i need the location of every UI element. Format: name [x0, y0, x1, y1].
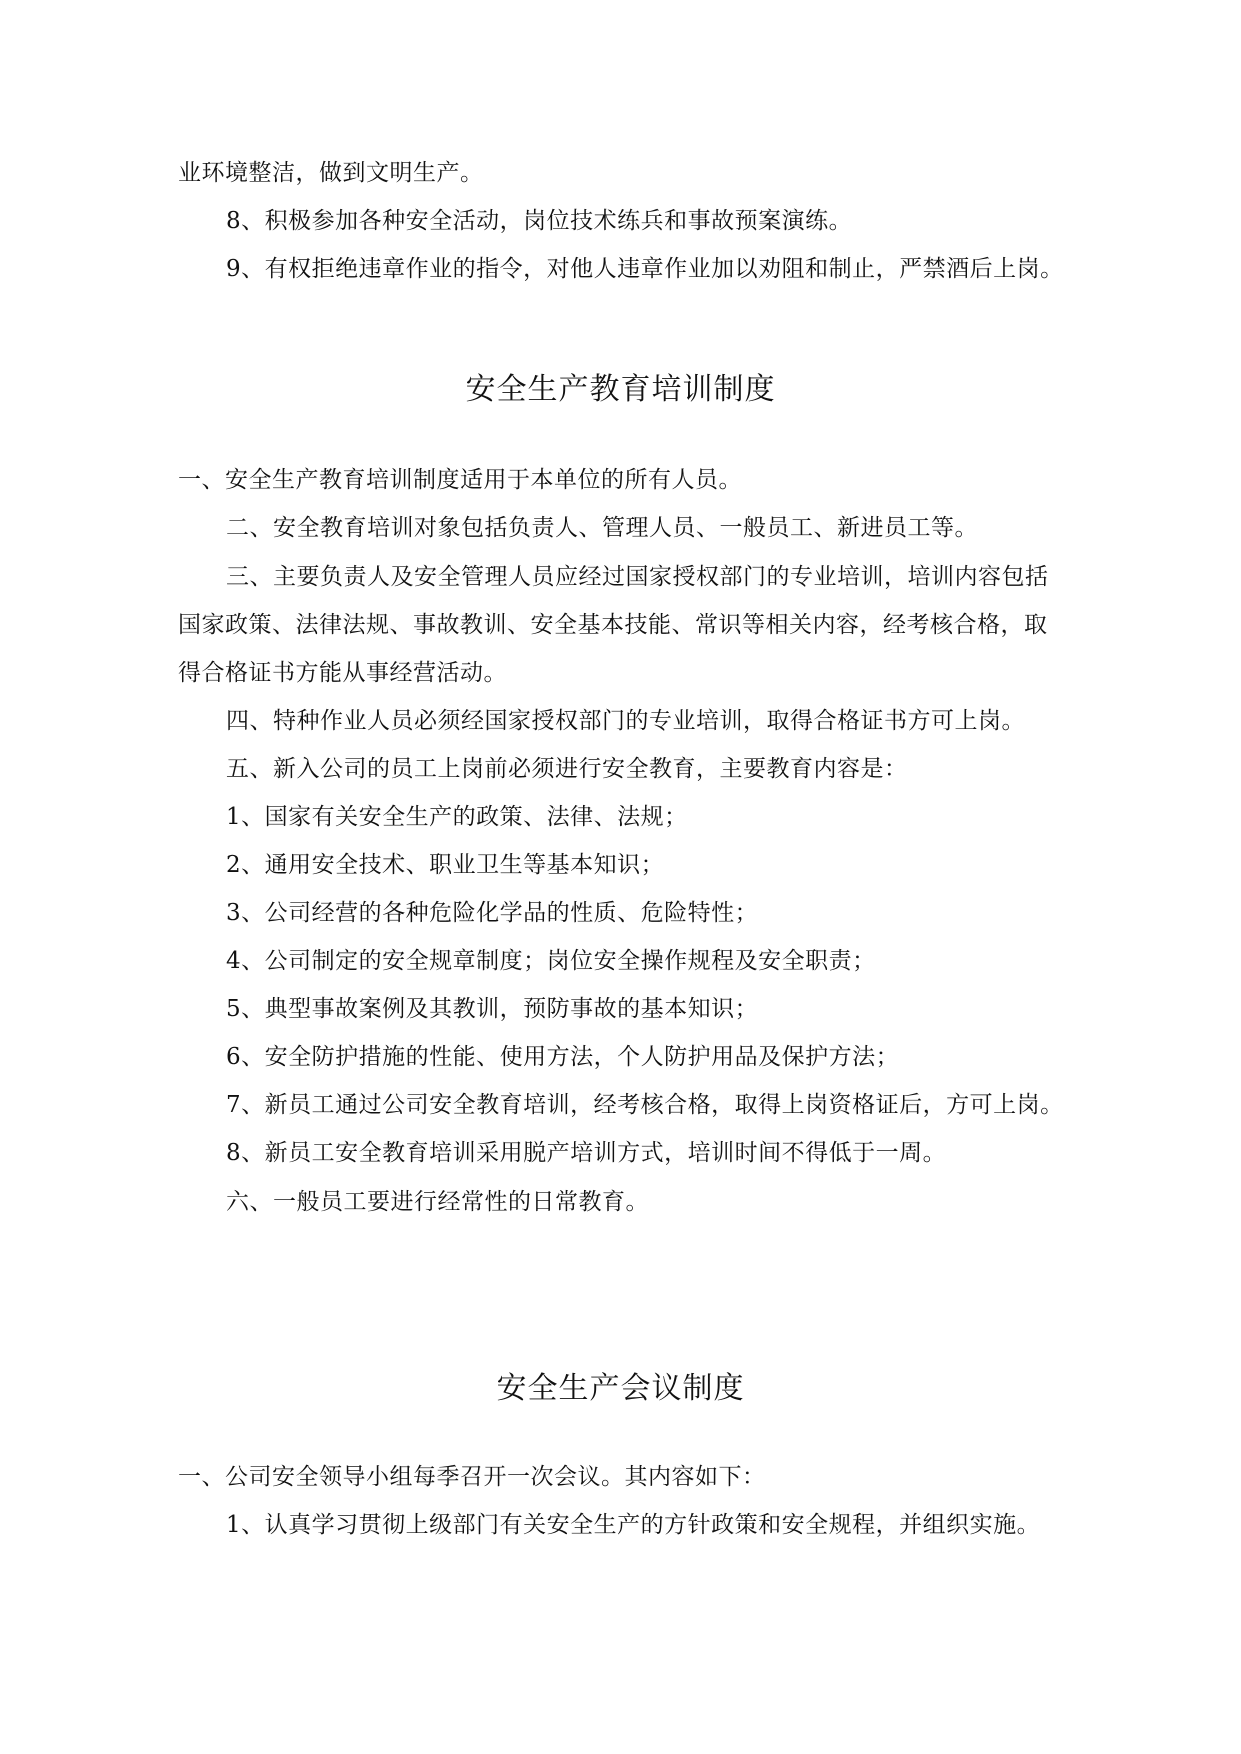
paragraph-line: 业环境整洁，做到文明生产。 — [178, 160, 484, 186]
list-item: 2、通用安全技术、职业卫生等基本知识； — [226, 852, 665, 878]
list-item: 1、认真学习贯彻上级部门有关安全生产的方针政策和安全规程，并组织实施。 — [226, 1512, 1041, 1538]
list-item: 6、安全防护措施的性能、使用方法，个人防护用品及保护方法； — [226, 1044, 900, 1070]
list-item: 8、新员工安全教育培训采用脱产培训方式，培训时间不得低于一周。 — [226, 1140, 947, 1166]
list-item: 7、新员工通过公司安全教育培训，经考核合格，取得上岗资格证后，方可上岗。 — [226, 1092, 1064, 1118]
list-item: 4、公司制定的安全规章制度；岗位安全操作规程及安全职责； — [226, 948, 876, 974]
list-item: 5、典型事故案例及其教训，预防事故的基本知识； — [226, 996, 759, 1022]
list-item: 3、公司经营的各种危险化学品的性质、危险特性； — [226, 900, 759, 926]
paragraph-line: 8、积极参加各种安全活动，岗位技术练兵和事故预案演练。 — [226, 208, 853, 234]
paragraph-line: 五、新入公司的员工上岗前必须进行安全教育，主要教育内容是： — [226, 756, 908, 782]
paragraph-line: 二、安全教育培训对象包括负责人、管理人员、一般员工、新进员工等。 — [226, 515, 978, 541]
paragraph-line: 国家政策、法律法规、事故教训、安全基本技能、常识等相关内容，经考核合格，取 — [178, 612, 1048, 638]
paragraph-line: 9、有权拒绝违章作业的指令，对他人违章作业加以劝阻和制止，严禁酒后上岗。 — [226, 256, 1064, 282]
paragraph-line: 六、一般员工要进行经常性的日常教育。 — [226, 1189, 649, 1215]
paragraph-line: 三、主要负责人及安全管理人员应经过国家授权部门的专业培训，培训内容包括 — [226, 564, 1049, 590]
list-item: 1、国家有关安全生产的政策、法律、法规； — [226, 804, 688, 830]
paragraph-line: 一、安全生产教育培训制度适用于本单位的所有人员。 — [178, 467, 742, 493]
paragraph-line: 得合格证书方能从事经营活动。 — [178, 660, 507, 686]
section-title-meeting: 安全生产会议制度 — [496, 1371, 745, 1406]
paragraph-line: 一、公司安全领导小组每季召开一次会议。其内容如下： — [178, 1464, 766, 1490]
section-title-training: 安全生产教育培训制度 — [465, 372, 776, 407]
paragraph-line: 四、特种作业人员必须经国家授权部门的专业培训，取得合格证书方可上岗。 — [226, 708, 1025, 734]
